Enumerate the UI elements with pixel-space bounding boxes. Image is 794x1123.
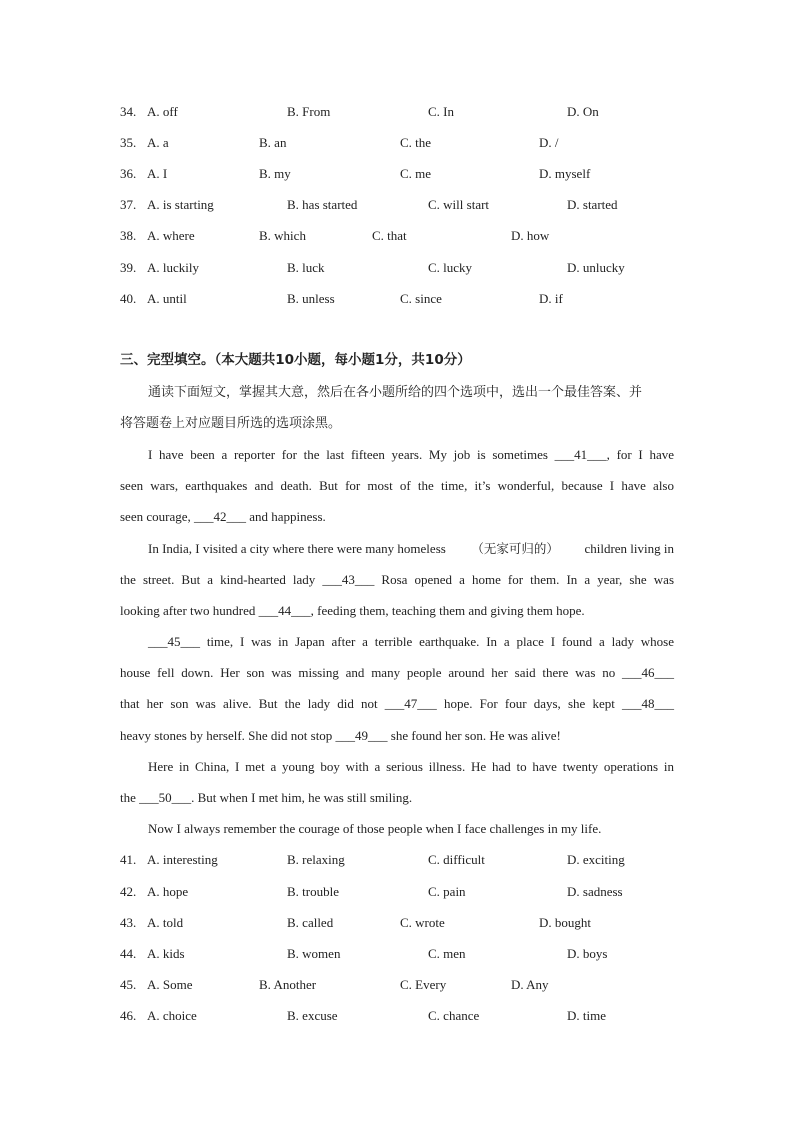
passage-line: house fell down. Her son was missing and many people around her said there was no ___46___ xyxy=(120,665,674,680)
question-number: 37. xyxy=(120,197,137,212)
option-d: D. how xyxy=(511,228,550,243)
option-d: D. started xyxy=(567,197,618,212)
option-b: B. relaxing xyxy=(287,852,345,867)
question-number: 41. xyxy=(120,852,137,867)
question-number: 35. xyxy=(120,135,137,150)
option-d: D. time xyxy=(567,1008,606,1023)
option-c: C. chance xyxy=(428,1008,480,1023)
option-d: D. if xyxy=(539,291,563,306)
option-c: C. wrote xyxy=(400,915,445,930)
option-a: A. a xyxy=(147,135,169,150)
option-a: A. hope xyxy=(147,884,189,899)
section-heading: 三、完型填空。（本大题共10小题，每小题1分，共10分） xyxy=(120,352,471,368)
option-b: B. trouble xyxy=(287,884,339,899)
option-c: C. that xyxy=(372,228,407,243)
question-number: 44. xyxy=(120,946,137,961)
option-a: A. I xyxy=(147,166,168,181)
option-c: C. the xyxy=(400,135,432,150)
option-a: A. told xyxy=(147,915,184,930)
option-d: D. exciting xyxy=(567,852,625,867)
option-c: C. since xyxy=(400,291,442,306)
passage-line: that her son was alive. But the lady did not ___47___ hope. For four days, she kept ___48___ xyxy=(120,696,674,711)
passage-gloss: （无家可归的） xyxy=(471,541,559,556)
passage-line: ___45___ time, I was in Japan after a terrible earthquake. In a place I found a lady whose xyxy=(148,634,674,649)
passage-line: heavy stones by herself. She did not stop ___49___ she found her son. He was alive! xyxy=(120,728,561,743)
passage-text: children living in xyxy=(584,541,674,556)
passage-line: the street. But a kind-hearted lady ___43___ Rosa opened a home for them. In a year, she was xyxy=(120,572,674,587)
option-b: B. women xyxy=(287,946,341,961)
option-c: C. Every xyxy=(400,977,447,992)
question-number: 40. xyxy=(120,291,137,306)
question-number: 39. xyxy=(120,260,137,275)
option-c: C. men xyxy=(428,946,466,961)
option-b: B. an xyxy=(259,135,287,150)
passage-line xyxy=(148,539,674,559)
option-b: B. called xyxy=(287,915,334,930)
option-b: B. excuse xyxy=(287,1008,338,1023)
option-a: A. until xyxy=(147,291,187,306)
passage-text: In India, I visited a city where there were many homeless xyxy=(148,541,446,556)
option-b: B. has started xyxy=(287,197,358,212)
passage-line: the ___50___. But when I met him, he was still smiling. xyxy=(120,790,413,805)
option-d: D. boys xyxy=(567,946,608,961)
option-c: C. difficult xyxy=(428,852,485,867)
option-a: A. where xyxy=(147,228,195,243)
question-number: 36. xyxy=(120,166,137,181)
option-d: D. sadness xyxy=(567,884,623,899)
option-b: B. luck xyxy=(287,260,325,275)
question-number: 38. xyxy=(120,228,137,243)
option-a: A. choice xyxy=(147,1008,197,1023)
question-number: 46. xyxy=(120,1008,137,1023)
option-c: C. me xyxy=(400,166,432,181)
section-instruction-line-1: 通读下面短文，掌握其大意，然后在各小题所给的四个选项中，选出一个最佳答案、并 xyxy=(148,385,643,400)
option-d: D. unlucky xyxy=(567,260,625,275)
option-a: A. interesting xyxy=(147,852,218,867)
option-d: D. Any xyxy=(511,977,549,992)
option-a: A. Some xyxy=(147,977,193,992)
option-d: D. myself xyxy=(539,166,591,181)
passage-line: looking after two hundred ___44___, feeding them, teaching them and giving them hope. xyxy=(120,603,585,618)
passage-line: Now I always remember the courage of those people when I face challenges in my life. xyxy=(148,821,602,836)
passage-line: I have been a reporter for the last fifteen years. My job is sometimes ___41___, for I have xyxy=(148,447,674,462)
option-c: C. pain xyxy=(428,884,466,899)
option-a: A. off xyxy=(147,104,178,119)
option-a: A. kids xyxy=(147,946,185,961)
passage-line: seen wars, earthquakes and death. But for most of the time, it’s wonderful, because I have also xyxy=(120,478,674,493)
question-number: 34. xyxy=(120,104,137,119)
option-b: B. which xyxy=(259,228,306,243)
option-c: C. In xyxy=(428,104,454,119)
option-d: D. On xyxy=(567,104,599,119)
option-d: D. bought xyxy=(539,915,591,930)
option-c: C. lucky xyxy=(428,260,473,275)
option-b: B. my xyxy=(259,166,291,181)
passage-line: Here in China, I met a young boy with a serious illness. He had to have twenty operations in xyxy=(148,759,674,774)
question-number: 42. xyxy=(120,884,137,899)
section-instruction-line-2: 将答题卷上对应题目所选的选项涂黑。 xyxy=(120,416,342,431)
option-a: A. is starting xyxy=(147,197,214,212)
option-b: B. From xyxy=(287,104,331,119)
option-b: B. Another xyxy=(259,977,317,992)
option-c: C. will start xyxy=(428,197,490,212)
question-number: 43. xyxy=(120,915,137,930)
option-b: B. unless xyxy=(287,291,335,306)
question-number: 45. xyxy=(120,977,137,992)
option-a: A. luckily xyxy=(147,260,199,275)
passage-line: seen courage, ___42___ and happiness. xyxy=(120,509,326,524)
option-d: D. / xyxy=(539,135,559,150)
